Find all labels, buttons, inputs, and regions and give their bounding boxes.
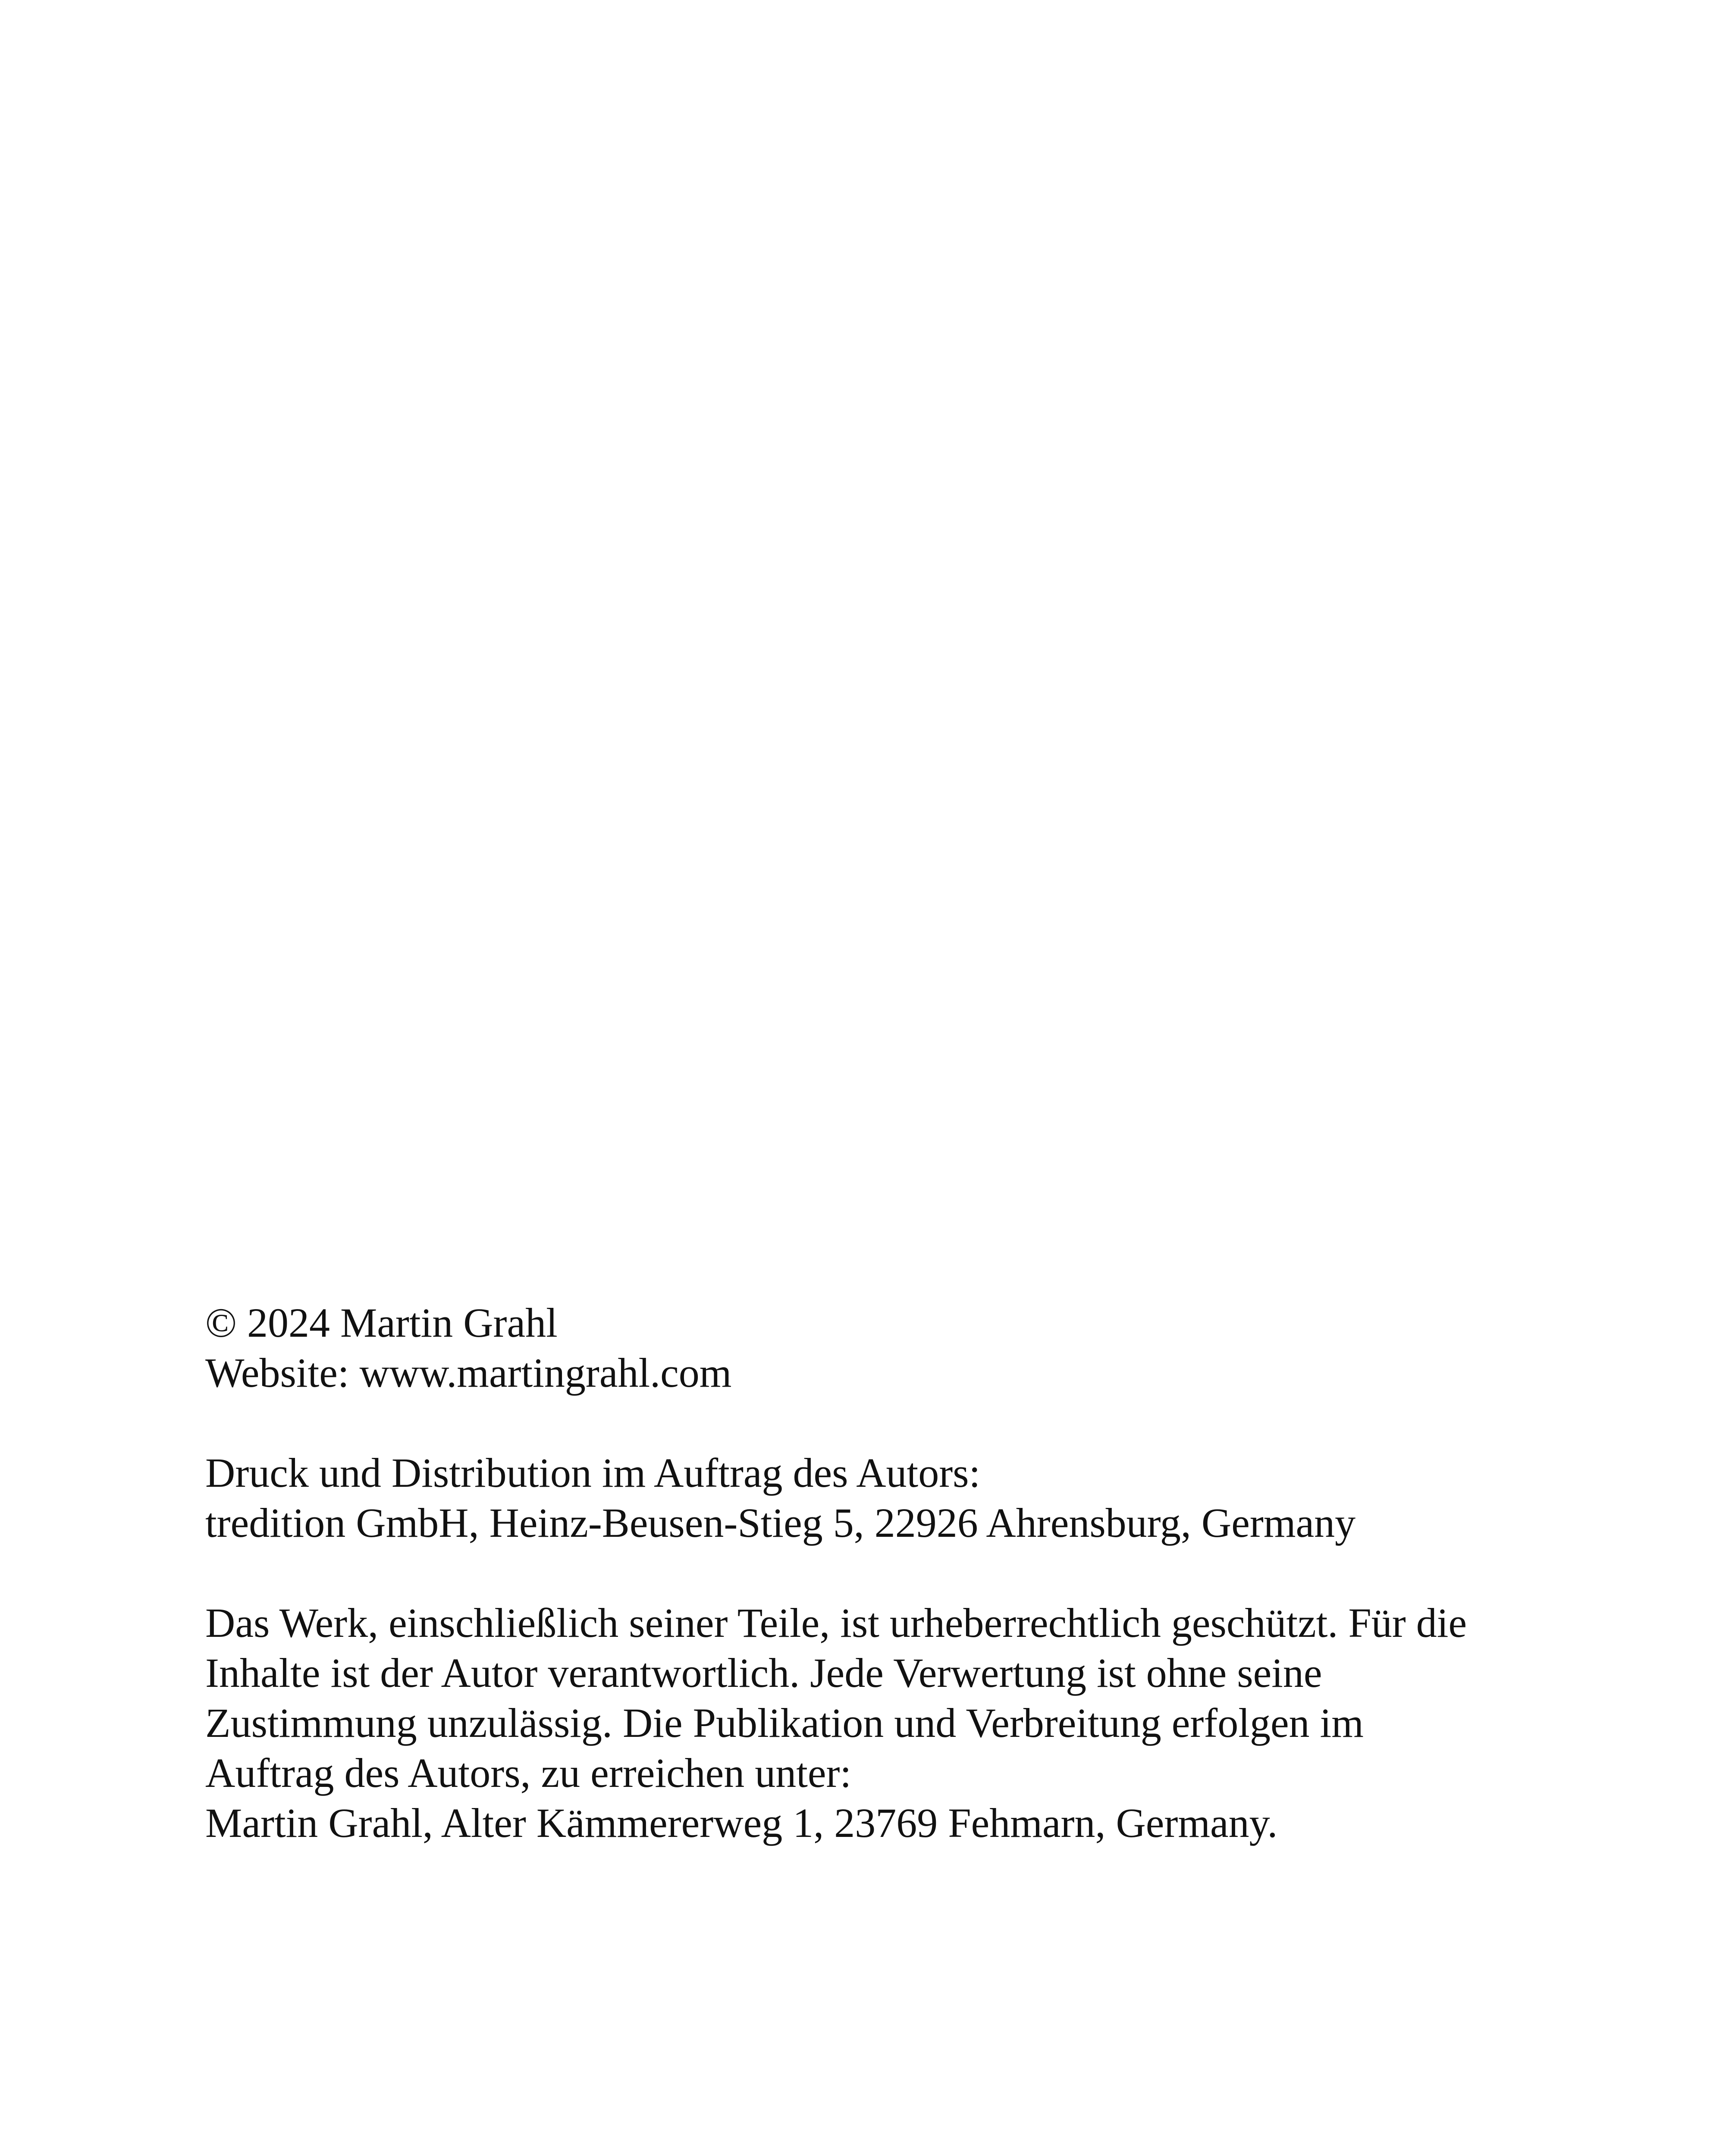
publisher-address: tredition GmbH, Heinz-Beusen-Stieg 5, 22926 Ahrensburg, Germany (205, 1500, 1356, 1546)
rights-line-4: Auftrag des Autors, zu erreichen unter: (205, 1750, 852, 1796)
rights-block (205, 1598, 1628, 1848)
author-address: Martin Grahl, Alter Kämmererweg 1, 23769 Fehmarn, Germany. (205, 1800, 1278, 1846)
distribution-block (205, 1448, 1628, 1548)
website-line: Website: www.martingrahl.com (205, 1350, 732, 1396)
rights-line-2: Inhalte ist der Autor verantwortlich. Jede Verwertung ist ohne seine (205, 1650, 1322, 1696)
rights-line-1: Das Werk, einschließlich seiner Teile, ist urheberrechtlich geschützt. Für die (205, 1600, 1467, 1646)
distribution-heading: Druck und Distribution im Auftrag des Autors: (205, 1450, 981, 1496)
imprint-text (205, 1298, 1628, 1848)
rights-line-3: Zustimmung unzulässig. Die Publikation und Verbreitung erfolgen im (205, 1700, 1364, 1746)
copyright-line: © 2024 Martin Grahl (205, 1300, 558, 1346)
copyright-block (205, 1298, 1628, 1398)
